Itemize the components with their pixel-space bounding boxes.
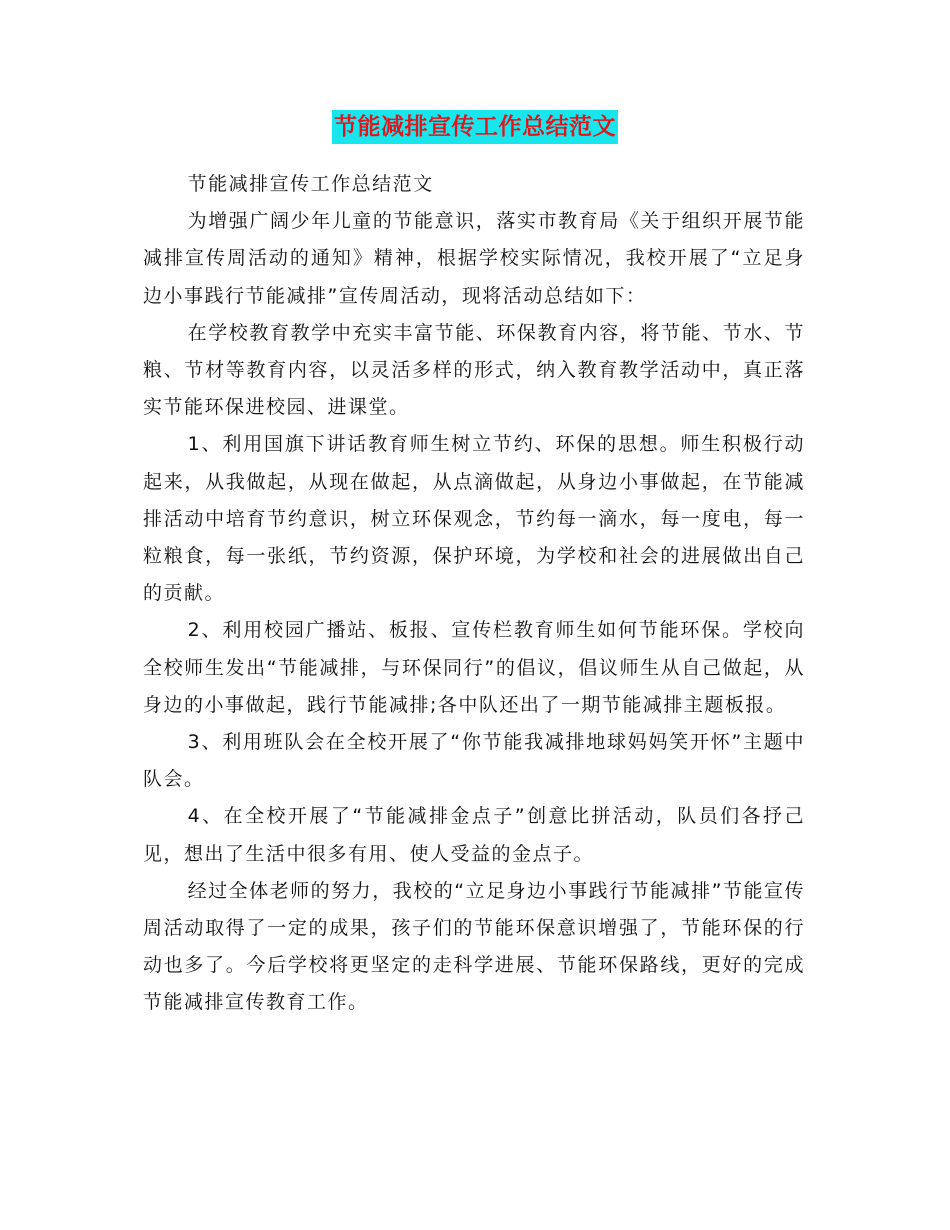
title-wrapper xyxy=(0,110,950,144)
document-body xyxy=(143,166,805,1022)
subtitle-paragraph: 节能减排宣传工作总结范文 xyxy=(187,173,434,195)
conclusion-paragraph: 经过全体老师的努力，我校的“立足身边小事践行节能减排”节能宣传周活动取得了一定的成果，孩子们的节能环保意识增强了，节能环保的行动也多了。今后学校将更坚定的走科学进展、节能环保路线，更好的完成节能减排宣传教育工作。 xyxy=(143,879,805,1014)
item-3-paragraph: 3、利用班队会在全校开展了“你节能我减排地球妈妈笑开怀”主题中队会。 xyxy=(143,731,805,791)
item-2-paragraph: 2、利用校园广播站、板报、宣传栏教育师生如何节能环保。学校向全校师生发出“节能减排，与环保同行”的倡议，倡议师生从自己做起，从身边的小事做起，践行节能减排;各中队还出了一期节能减排主题板报。 xyxy=(143,619,805,716)
document-title: 节能减排宣传工作总结范文 xyxy=(332,110,618,144)
content-paragraph: 在学校教育教学中充实丰富节能、环保教育内容，将节能、节水、节粮、节材等教育内容，以灵活多样的形式，纳入教育教学活动中，真正落实节能环保进校园、进课堂。 xyxy=(143,321,805,419)
item-4-paragraph: 4、在全校开展了“节能减排金点子”创意比拼活动，队员们各抒己见，想出了生活中很多有用、使人受益的金点子。 xyxy=(143,805,805,865)
intro-paragraph: 为增强广阔少年儿童的节能意识，落实市教育局《关于组织开展节能减排宣传周活动的通知》精神，根据学校实际情况，我校开展了“立足身边小事践行节能减排”宣传周活动，现将活动总结如下： xyxy=(143,210,805,307)
item-1-paragraph: 1、利用国旗下讲话教育师生树立节约、环保的思想。师生积极行动起来，从我做起，从现在做起，从点滴做起，从身边小事做起，在节能减排活动中培育节约意识，树立环保观念，节约每一滴水，每一度电，每一粒粮食，每一张纸，节约资源，保护环境，为学校和社会的进展做出自己的贡献。 xyxy=(143,433,805,605)
